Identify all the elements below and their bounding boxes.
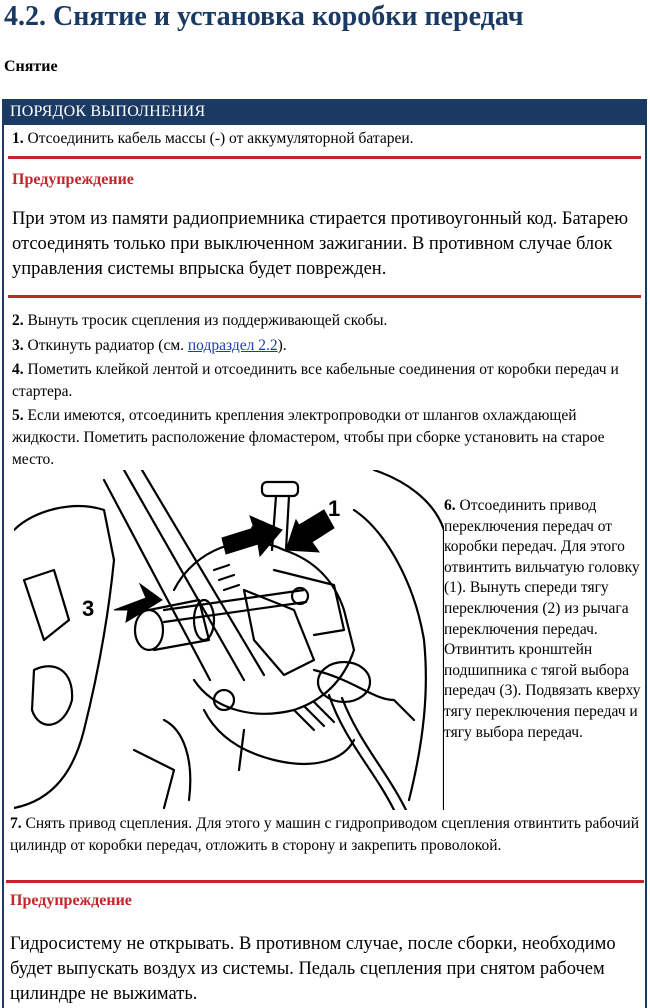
figure-label-3: 3 [82,596,95,621]
step-text: Отсоединить кабель массы (-) от аккумуляторной батареи. [23,130,414,147]
step-1 [12,128,637,150]
warning-title: Предупреждение [12,171,134,188]
gearshift-linkage-figure [14,470,444,810]
figure-label-1: 1 [328,496,341,521]
step-text: Отсоединить привод переключения передач от коробки передач. Для этого отвинтить вильчатую головку (1). Вынуть спереди тягу переключения (2) из рычага переключения передач. Отвинтить кронштейн подшипника с тягой выбора передач (3). Подвязать кверху тягу переключения передач и тягу выбора передач. [444,497,641,741]
step-number: 6. [444,497,456,514]
step-text: ). [277,337,287,354]
step-number: 3. [12,337,24,354]
step-text: Если имеются, отсоединить крепления электропроводки от шлангов охлаждающей жидкости. Пометить расположение фломастером, чтобы при сборке установить на старое место. [12,407,605,468]
warning-title: Предупреждение [10,892,132,909]
page-title: 4.2. Снятие и установка коробки передач [4,1,524,32]
step-3 [12,335,637,357]
step-text: Снять привод сцепления. Для этого у машин с гидроприводом сцепления отвинтить рабочий цилиндр от коробки передач, отложить в сторону и закрепить проволокой. [10,815,640,854]
step-2 [12,310,637,332]
step-number: 1. [12,130,24,147]
warning-divider [8,295,641,298]
step-number: 2. [12,312,24,329]
warning-text: При этом из памяти радиоприемника стирается противоугонный код. Батарею отсоединять только при выключенном зажигании. В противном случае блок управления системы впрыска будет поврежден. [12,209,629,279]
step-number: 7. [10,815,22,832]
step-number: 4. [12,361,24,378]
figure-label-2: 2 [250,520,263,545]
step-6 [444,496,644,743]
warning-divider [8,156,641,159]
step-text: Откинуть радиатор (см. [23,337,188,354]
step-4 [12,359,637,403]
warning-text: Гидросистему не открывать. В противном случае, после сборки, необходимо будет выпускать воздух из системы. Педаль сцепления при снятом рабочем цилиндре не выжимать. [10,934,616,1004]
warning-divider [6,880,644,883]
step-text: Вынуть тросик сцепления из поддерживающей скобы. [23,312,388,329]
step-5 [12,405,637,471]
subsection-link[interactable]: подраздел 2.2 [187,337,278,354]
step-number: 5. [12,407,24,424]
step-text: Пометить клейкой лентой и отсоединить все кабельные соединения от коробки передач и стартера. [12,361,619,400]
section-subtitle: Снятие [4,58,58,75]
procedure-header: ПОРЯДОК ВЫПОЛНЕНИЯ [4,99,645,125]
step-7 [10,813,640,857]
